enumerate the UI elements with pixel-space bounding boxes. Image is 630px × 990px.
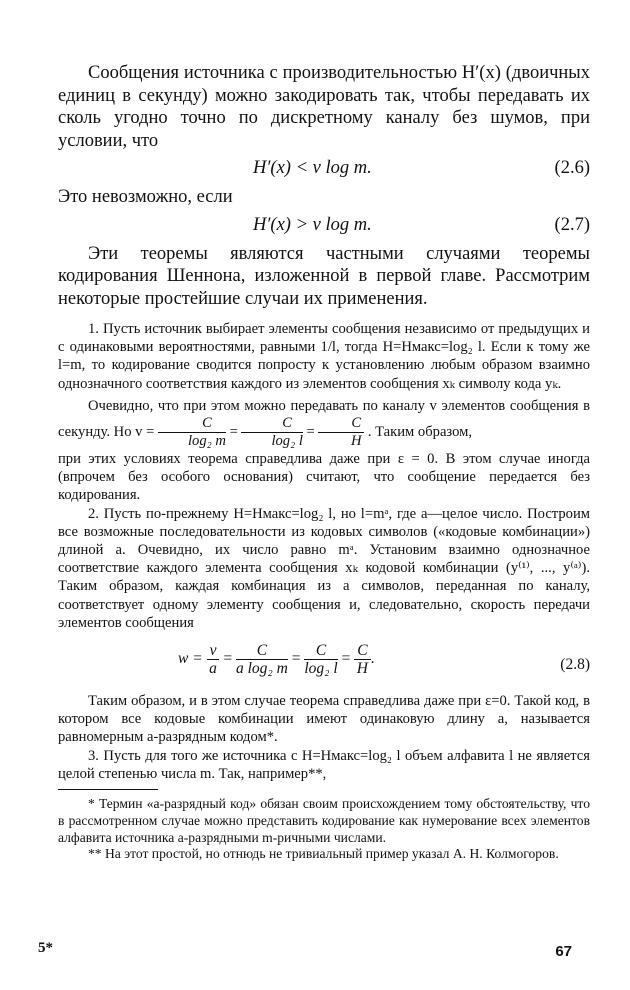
item-1-conclusion: при этих условиях теорема справедлива даже при ε = 0. В этом случае иногда (впрочем без особого основания) считают, что сообщение передается без кодирования.: [58, 451, 590, 504]
paragraph-theorems: Эти теоремы являются частными случаями теоремы кодирования Шеннона, изложенной в первой главе. Рассмотрим некоторые простейшие случаи их применения.: [58, 243, 590, 309]
formula-2-6-expr: H′(x) < v log m.: [253, 158, 372, 178]
paragraph-intro: Сообщения источника с производительностью H′(x) (двоичных единиц в секунду) можно закодировать так, чтобы передавать их сколь угодно точно по дискретному каналу без шумов, при условии, что: [58, 63, 590, 151]
paragraph-impossible: Это невозможно, если: [58, 187, 233, 207]
formula-2-7-number: (2.7): [554, 214, 590, 235]
formula-2-6-number: (2.6): [554, 158, 590, 178]
item-1: 1. Пусть источник выбирает элементы сообщения независимо от предыдущих и с одинаковыми вероятностями, равными 1/l, тогда H=Hмакс=log₂ l. Если к тому же l=m, то кодирование сводится попросту к установлению любым образом взаимно однозначного соответствия каждого из элементов сообщения xₖ символу кода yₖ.: [58, 321, 590, 392]
footnote-2: ** На этот простой, но отнюдь не тривиальный пример указал А. Н. Колмогоров.: [88, 846, 559, 862]
formula-2-8: [58, 632, 590, 692]
fraction: $\frac{C}{\text{log₂ m}}$: [158, 415, 226, 450]
page-number: 67: [555, 943, 572, 960]
item-1-continued: Очевидно, что при этом можно передавать по каналу v элементов сообщения в секунду. Но v = $\frac{C}{\text{log₂ m}}$ = $\frac{C}{\text{log₂ l}}$ = $\frac{C}{H}$ . Таким образом,: [58, 397, 590, 450]
footnote-1: * Термин «a-разрядный код» обязан своим происхождением тому обстоятельству, что в рассмотренном случае можно представить кодирование как нумерование всех элементов алфавита источника a-разрядными m-ричными числами.: [58, 796, 590, 845]
footnote-divider: [58, 789, 158, 790]
item-2: 2. Пусть по-прежнему H=Hмакс=log₂ l, но l=mᵃ, где a—целое число. Построим все возможные последовательности из кодовых символов («кодовые комбинации») длиной a. Очевидно, их число равно mᵃ. Установим взаимно однозначное соответствие каждого элемента сообщения xₖ кодовой комбинации (y⁽¹⁾, ..., y⁽ᵃ⁾). Таким образом, каждая комбинация из a символов, переданная по каналу, соответствует одному элементу сообщения и, следовательно, скорость передачи элементов сообщения: [58, 505, 590, 631]
formula-2-6: [58, 152, 590, 186]
page-body: [58, 62, 590, 863]
fraction: $\frac{C}{H}$: [318, 415, 364, 450]
item-2-conclusion: Таким образом, и в этом случае теорема справедлива даже при ε=0. Такой код, в котором все кодовые комбинации имеют одинаковую длину a, называется равномерным a-разрядным кодом*.: [58, 693, 590, 746]
signature-mark: 5*: [38, 940, 53, 956]
fraction: $\frac{C}{\text{a log₂ m}}$: [235, 642, 288, 678]
formula-2-7-expr: H′(x) > v log m.: [253, 214, 372, 235]
fraction: $\frac{C}{\text{log₂ l}}$: [241, 415, 302, 450]
formula-2-8-number: (2.8): [560, 656, 590, 674]
formula-2-8-expr: w = $\frac{v}{a}$ = $\frac{C}{\text{a log₂ m}}$ = $\frac{C}{\text{log₂ l}}$ = $\frac{C}{H}$ .: [178, 642, 375, 678]
fraction: $\frac{v}{a}$: [207, 642, 220, 677]
item-3: 3. Пусть для того же источника с H=Hмакс=log₂ l объем алфавита l не является целой степенью числа m. Так, например**,: [58, 747, 590, 782]
fraction: $\frac{C}{\text{log₂ l}}$: [304, 642, 338, 678]
fraction: $\frac{C}{H}$: [354, 642, 370, 677]
item-1-continued-end: . Таким образом,: [367, 423, 472, 440]
item-1-continued-start: Очевидно, что при этом можно передавать по каналу v элементов сообщения в секунду. Но v =: [58, 397, 590, 440]
formula-2-7: [58, 209, 590, 243]
